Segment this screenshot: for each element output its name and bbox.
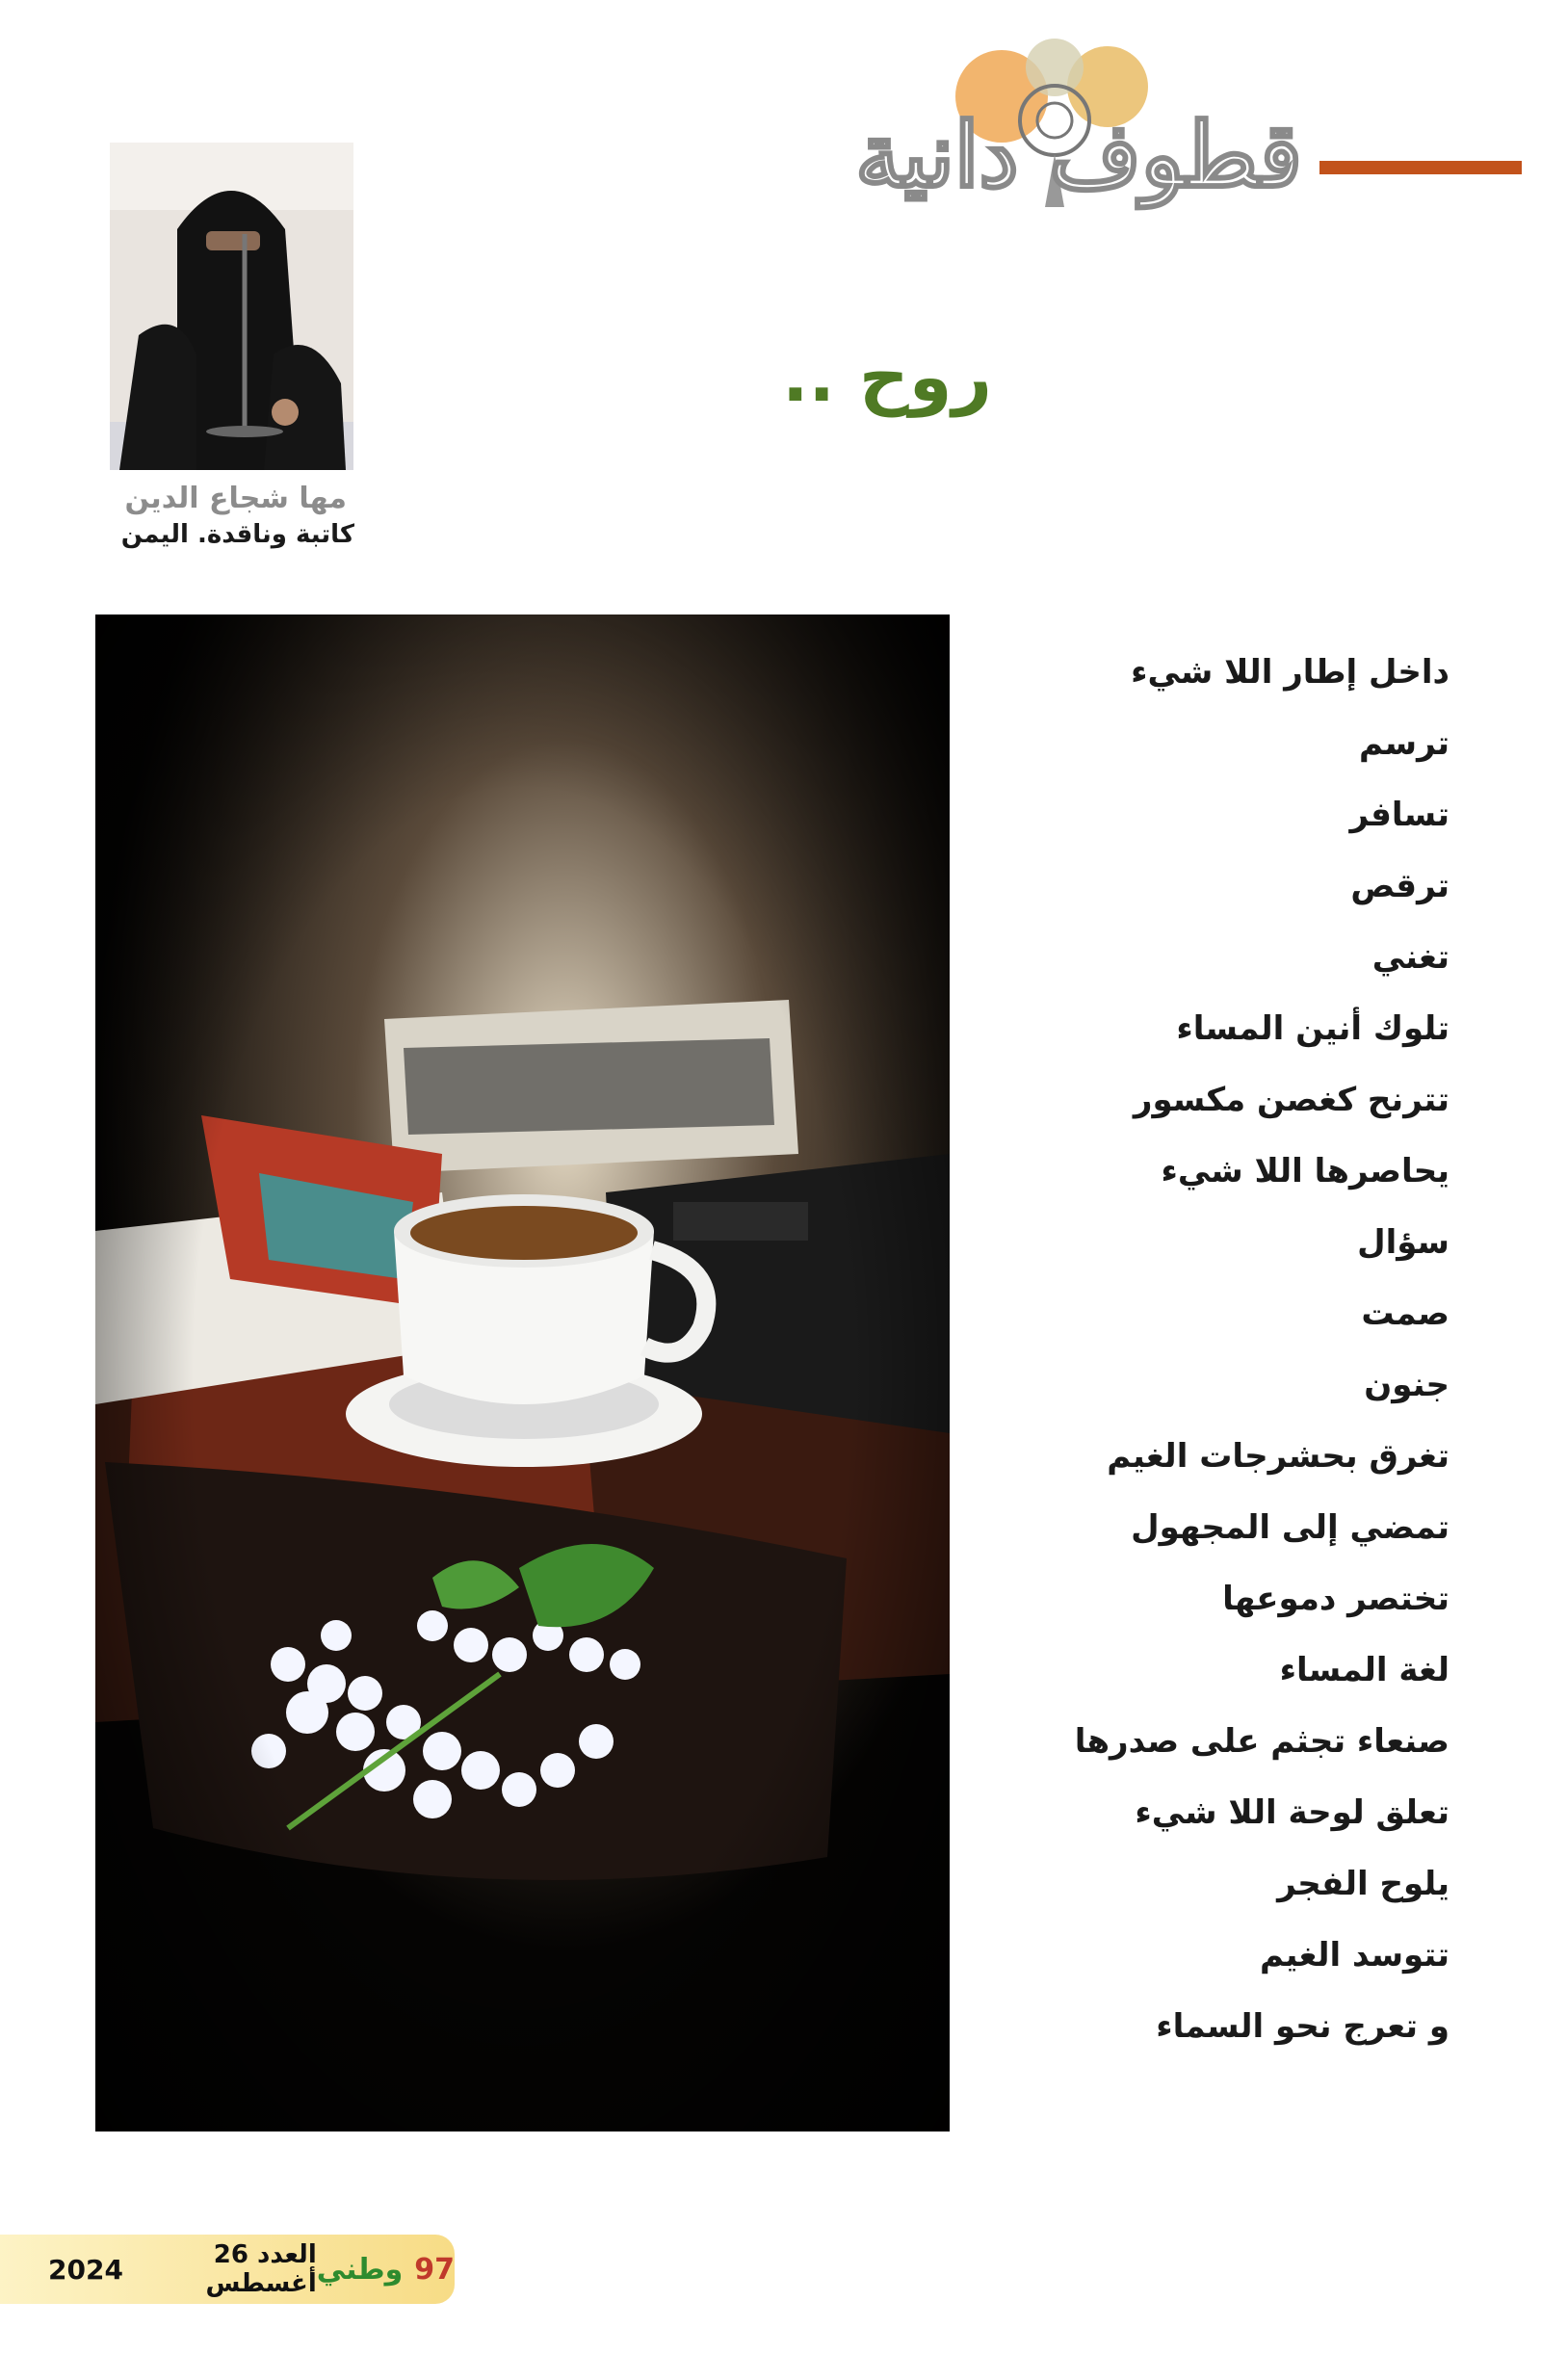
poem-line: تغرق بحشرجات الغيم bbox=[1107, 1437, 1450, 1476]
poem-title: روح .. bbox=[782, 336, 992, 417]
poem-line: صمت bbox=[1361, 1295, 1450, 1333]
poem-line: و تعرج نحو السماء bbox=[1156, 2007, 1450, 2046]
poem-line: تختصر دموعها bbox=[1222, 1580, 1450, 1618]
poem-line: ترقص bbox=[1350, 867, 1450, 905]
poem-line: جنون bbox=[1364, 1366, 1450, 1404]
poem-line: يحاصرها اللا شيء bbox=[1161, 1152, 1450, 1190]
poem-lines bbox=[949, 645, 1450, 2071]
footer-magazine-name: وطني bbox=[316, 2252, 404, 2287]
poem-line: تتوسد الغيم bbox=[1259, 1936, 1450, 1975]
poem-line: ترسم bbox=[1358, 724, 1450, 763]
poem-line: تمضي إلى المجهول bbox=[1131, 1508, 1450, 1547]
author-name: مها شجاع الدين bbox=[124, 482, 347, 515]
author-photo bbox=[110, 143, 353, 470]
poem-line: صنعاء تجثم على صدرها bbox=[1074, 1722, 1450, 1761]
poem-line: تلوك أنين المساء bbox=[1176, 1009, 1450, 1048]
page-number: 97 bbox=[414, 2252, 455, 2287]
author-role: كاتبة وناقدة. اليمن bbox=[120, 520, 354, 549]
footer-issue: العدد 26 أغسطس bbox=[205, 2240, 317, 2298]
poem-line: لغة المساء bbox=[1279, 1651, 1450, 1689]
poem-line: تترنح كغصن مكسور bbox=[1133, 1081, 1450, 1119]
header-accent-bar bbox=[1319, 161, 1522, 174]
poem-line: تغني bbox=[1371, 938, 1450, 977]
magazine-logo bbox=[828, 29, 1522, 212]
poem-line: يلوح الفجر bbox=[1277, 1865, 1450, 1903]
coffee-still-life-photo bbox=[95, 615, 950, 2132]
poem-line: داخل إطار اللا شيء bbox=[1131, 653, 1450, 692]
poem-line: تسافر bbox=[1349, 796, 1450, 834]
poem-line: سؤال bbox=[1357, 1223, 1450, 1262]
page-footer bbox=[0, 2235, 455, 2304]
logo-text: قطوف دانية bbox=[855, 103, 1302, 207]
poem-line: تعلق لوحة اللا شيء bbox=[1135, 1793, 1450, 1832]
footer-year: 2024 bbox=[48, 2253, 123, 2286]
